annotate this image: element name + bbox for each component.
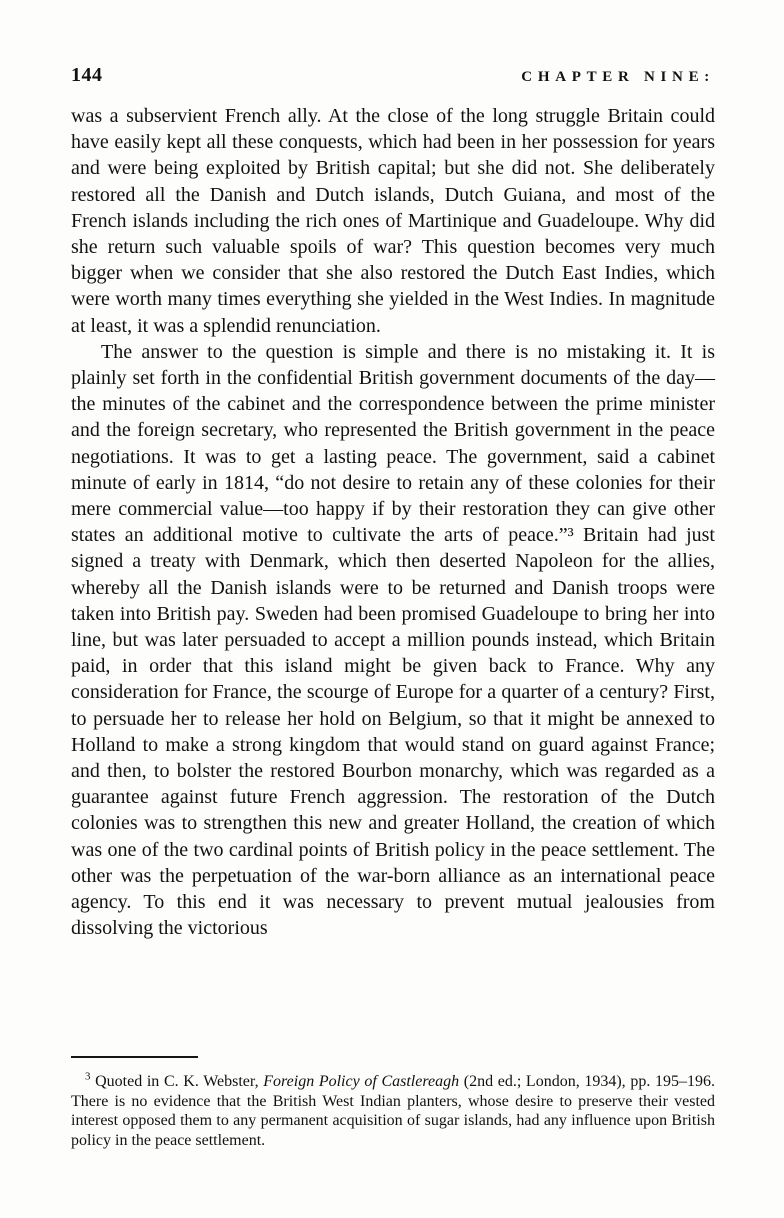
footnote-text-post: (2nd ed.; London, 1934), pp. 195–196. There is no evidence that the British West Indian planters, whose desire to preserve their vested interest opposed them to any permanent acquisition of sugar islands, had any influence upon British policy in the peace settlement. — [71, 1073, 715, 1149]
running-head: CHAPTER NINE: — [521, 69, 715, 85]
page-header — [71, 64, 715, 87]
body-text — [71, 103, 715, 942]
page-number: 144 — [71, 64, 103, 86]
paragraph-answer: The answer to the question is simple and there is no mistaking it. It is plainly set forth in the confidential British government documents of the day—the minutes of the cabinet and the correspondence between the prime minister and the foreign secretary, who represented the British government in the peace negotiations. It was to get a lasting peace. The government, said a cabinet minute of early in 1814, “do not desire to retain any of these colonies for their mere commercial value—too happy if by their restoration they can give other states an additional motive to cultivate the arts of peace.”³ Britain had just signed a treaty with Denmark, which then deserted Napoleon for the allies, whereby all the Danish islands were to be returned and Danish troops were taken into British pay. Sweden had been promised Guadeloupe to bring her into line, but was later persuaded to accept a million pounds instead, which Britain paid, in order that this island might be given back to France. Why any consideration for France, the scourge of Europe for a quarter of a century? First, to persuade her to release her hold on Belgium, so that it might be annexed to Holland to make a strong kingdom that would stand on guard against France; and then, to bolster the restored Bourbon monarchy, which was regarded as a guarantee against future French aggression. The restoration of the Dutch colonies was to strengthen this new and greater Holland, the creation of which was one of the two cardinal points of British policy in the peace settlement. The other was the perpetuation of the war-born alliance as an international peace agency. To this end it was necessary to prevent mutual jealousies from dissolving the victorious — [71, 340, 715, 940]
footnote-text-pre: Quoted in C. K. Webster, — [90, 1073, 264, 1090]
footnote — [71, 1072, 715, 1150]
footnote-marker: 3 — [85, 1070, 91, 1083]
footnote-divider — [71, 1056, 198, 1058]
paragraph-continuation: was a subservient French ally. At the close of the long struggle Britain could have easily kept all these conquests, which had been in her possession for years and were being exploited by British capital; but she did not. She deliberately restored all the Danish and Dutch islands, Dutch Guiana, and most of the French islands including the rich ones of Martinique and Guadeloupe. Why did she return such valuable spoils of war? This question becomes very much bigger when we consider that she also restored the Dutch East Indies, which were worth many times everything she yielded in the West Indies. In magnitude at least, it was a splendid renunciation. — [71, 105, 715, 337]
footnote-book-title: Foreign Policy of Castlereagh — [263, 1073, 460, 1090]
